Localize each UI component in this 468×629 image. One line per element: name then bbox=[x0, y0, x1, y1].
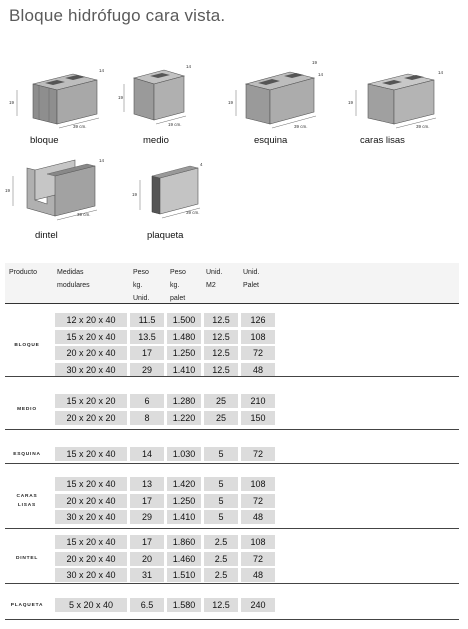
header-bottom-rule bbox=[5, 303, 459, 304]
cell-value: 12.5 bbox=[204, 363, 238, 377]
group-label: ESQUINA bbox=[13, 451, 41, 457]
cell-value: 48 bbox=[241, 363, 275, 377]
cell-value: 17 bbox=[130, 494, 164, 508]
cell-value: 1.250 bbox=[167, 346, 201, 360]
group-separator bbox=[5, 619, 459, 620]
medio-drawing bbox=[118, 52, 208, 134]
cell-value: 72 bbox=[241, 494, 275, 508]
cell-value: 1.410 bbox=[167, 510, 201, 524]
dimension-label: 39 cm. bbox=[416, 124, 430, 129]
cell-value: 1.460 bbox=[167, 552, 201, 566]
cell-value: 20 bbox=[130, 552, 164, 566]
column-header-producto: Producto bbox=[9, 269, 38, 276]
cell-medidas: 15 x 20 x 40 bbox=[55, 330, 127, 344]
column-header-peso-palet: Peso kg. palet bbox=[170, 269, 186, 302]
cell-value: 2.5 bbox=[204, 535, 238, 549]
dimension-label: 4 bbox=[200, 162, 203, 167]
dimension-label: 39 cm. bbox=[77, 212, 91, 217]
cell-value: 108 bbox=[241, 477, 275, 491]
cell-value: 1.420 bbox=[167, 477, 201, 491]
cell-medidas: 5 x 20 x 40 bbox=[55, 598, 127, 612]
dimension-label: 39 cm. bbox=[73, 124, 87, 129]
cell-value: 25 bbox=[204, 394, 238, 408]
cell-value: 48 bbox=[241, 568, 275, 582]
cell-value: 1.030 bbox=[167, 447, 201, 461]
cell-value: 5 bbox=[204, 510, 238, 524]
page-title: Bloque hidrófugo cara vista. bbox=[9, 6, 226, 25]
figure-caption-caras-lisas: caras lisas bbox=[360, 135, 405, 146]
figure-esquina bbox=[228, 52, 337, 134]
cell-value: 1.860 bbox=[167, 535, 201, 549]
column-header-peso-unid: Peso kg. Unid. bbox=[133, 269, 150, 302]
bloque-drawing bbox=[5, 52, 110, 134]
group-label: DINTEL bbox=[15, 556, 39, 562]
dimension-label: 14 bbox=[186, 64, 192, 69]
cell-medidas: 30 x 20 x 40 bbox=[55, 510, 127, 524]
cell-value: 48 bbox=[241, 510, 275, 524]
group-label: PLAQUETA bbox=[10, 602, 44, 608]
cell-value: 5 bbox=[204, 447, 238, 461]
cell-value: 72 bbox=[241, 346, 275, 360]
group-separator bbox=[5, 463, 459, 464]
cell-value: 1.580 bbox=[167, 598, 201, 612]
cell-value: 108 bbox=[241, 535, 275, 549]
plaqueta-drawing bbox=[130, 160, 220, 225]
cell-medidas: 12 x 20 x 40 bbox=[55, 313, 127, 327]
dimension-label: 19 bbox=[5, 188, 11, 193]
group-separator bbox=[5, 528, 459, 529]
figure-caras-lisas bbox=[350, 52, 458, 134]
dimension-label: 14 bbox=[99, 68, 105, 73]
cell-value: 29 bbox=[130, 510, 164, 524]
column-header-unid-m2: Unid. M2 bbox=[206, 269, 223, 289]
cell-value: 12.5 bbox=[204, 598, 238, 612]
dimension-label: 19 bbox=[348, 100, 354, 105]
cell-value: 2.5 bbox=[204, 552, 238, 566]
column-header-unid-palet: Unid. Palet bbox=[243, 269, 260, 289]
figure-bloque bbox=[5, 52, 110, 134]
dintel-drawing bbox=[5, 150, 110, 225]
cell-medidas: 15 x 20 x 40 bbox=[55, 447, 127, 461]
cell-value: 150 bbox=[241, 411, 275, 425]
cell-medidas: 15 x 20 x 40 bbox=[55, 477, 127, 491]
figure-plaqueta bbox=[130, 160, 220, 225]
column-header-medidas: Medidas modulares bbox=[57, 269, 90, 289]
cell-value: 31 bbox=[130, 568, 164, 582]
cell-value: 13 bbox=[130, 477, 164, 491]
cell-value: 8 bbox=[130, 411, 164, 425]
cell-medidas: 30 x 20 x 40 bbox=[55, 568, 127, 582]
cell-value: 1.250 bbox=[167, 494, 201, 508]
cell-value: 1.280 bbox=[167, 394, 201, 408]
cell-value: 13.5 bbox=[130, 330, 164, 344]
cell-medidas: 20 x 20 x 20 bbox=[55, 411, 127, 425]
dimension-label: 19 cm. bbox=[168, 122, 182, 127]
cell-medidas: 15 x 20 x 40 bbox=[55, 535, 127, 549]
figure-caption-dintel: dintel bbox=[35, 230, 58, 241]
figure-caption-bloque: bloque bbox=[30, 135, 59, 146]
cell-value: 1.410 bbox=[167, 363, 201, 377]
dimension-label: 19 bbox=[9, 100, 15, 105]
cell-value: 12.5 bbox=[204, 330, 238, 344]
cell-value: 14 bbox=[130, 447, 164, 461]
cell-value: 12.5 bbox=[204, 313, 238, 327]
cell-medidas: 20 x 20 x 40 bbox=[55, 552, 127, 566]
dimension-label: 14 bbox=[438, 70, 444, 75]
figure-dintel bbox=[5, 150, 110, 225]
cell-value: 11.5 bbox=[130, 313, 164, 327]
dimension-label: 19 bbox=[132, 192, 138, 197]
cell-medidas: 30 x 20 x 40 bbox=[55, 363, 127, 377]
group-label: MEDIO bbox=[17, 407, 37, 412]
cell-value: 29 bbox=[130, 363, 164, 377]
group-label: CARAS LISAS bbox=[16, 493, 38, 508]
cell-value: 17 bbox=[130, 535, 164, 549]
figure-caption-esquina: esquina bbox=[254, 135, 288, 146]
cell-value: 1.480 bbox=[167, 330, 201, 344]
cell-value: 240 bbox=[241, 598, 275, 612]
cell-value: 72 bbox=[241, 552, 275, 566]
cell-value: 72 bbox=[241, 447, 275, 461]
dimension-label: 19 bbox=[312, 60, 318, 65]
cell-value: 1.510 bbox=[167, 568, 201, 582]
cell-value: 5 bbox=[204, 494, 238, 508]
dimension-label: 39 cm. bbox=[294, 124, 308, 129]
esquina-drawing bbox=[228, 52, 337, 134]
dimension-label: 14 bbox=[318, 72, 324, 77]
group-separator bbox=[5, 583, 459, 584]
cell-value: 12.5 bbox=[204, 346, 238, 360]
cell-value: 5 bbox=[204, 477, 238, 491]
group-label: BLOQUE bbox=[14, 342, 40, 348]
dimension-label: 39 cm. bbox=[186, 210, 200, 215]
cell-value: 25 bbox=[204, 411, 238, 425]
group-separator bbox=[5, 376, 459, 377]
cell-value: 126 bbox=[241, 313, 275, 327]
cell-value: 2.5 bbox=[204, 568, 238, 582]
cell-value: 210 bbox=[241, 394, 275, 408]
cell-value: 17 bbox=[130, 346, 164, 360]
cell-value: 6 bbox=[130, 394, 164, 408]
figure-caption-medio: medio bbox=[143, 135, 169, 146]
group-separator bbox=[5, 429, 459, 430]
caras-lisas-drawing bbox=[350, 52, 458, 134]
cell-medidas: 20 x 20 x 40 bbox=[55, 346, 127, 360]
figure-caption-plaqueta: plaqueta bbox=[147, 230, 184, 241]
cell-value: 6.5 bbox=[130, 598, 164, 612]
figure-medio bbox=[118, 52, 208, 134]
cell-medidas: 15 x 20 x 20 bbox=[55, 394, 127, 408]
cell-value: 108 bbox=[241, 330, 275, 344]
dimension-label: 14 bbox=[99, 158, 105, 163]
cell-value: 1.500 bbox=[167, 313, 201, 327]
cell-value: 1.220 bbox=[167, 411, 201, 425]
dimension-label: 19 bbox=[118, 95, 124, 100]
dimension-label: 19 bbox=[228, 100, 234, 105]
cell-medidas: 20 x 20 x 40 bbox=[55, 494, 127, 508]
